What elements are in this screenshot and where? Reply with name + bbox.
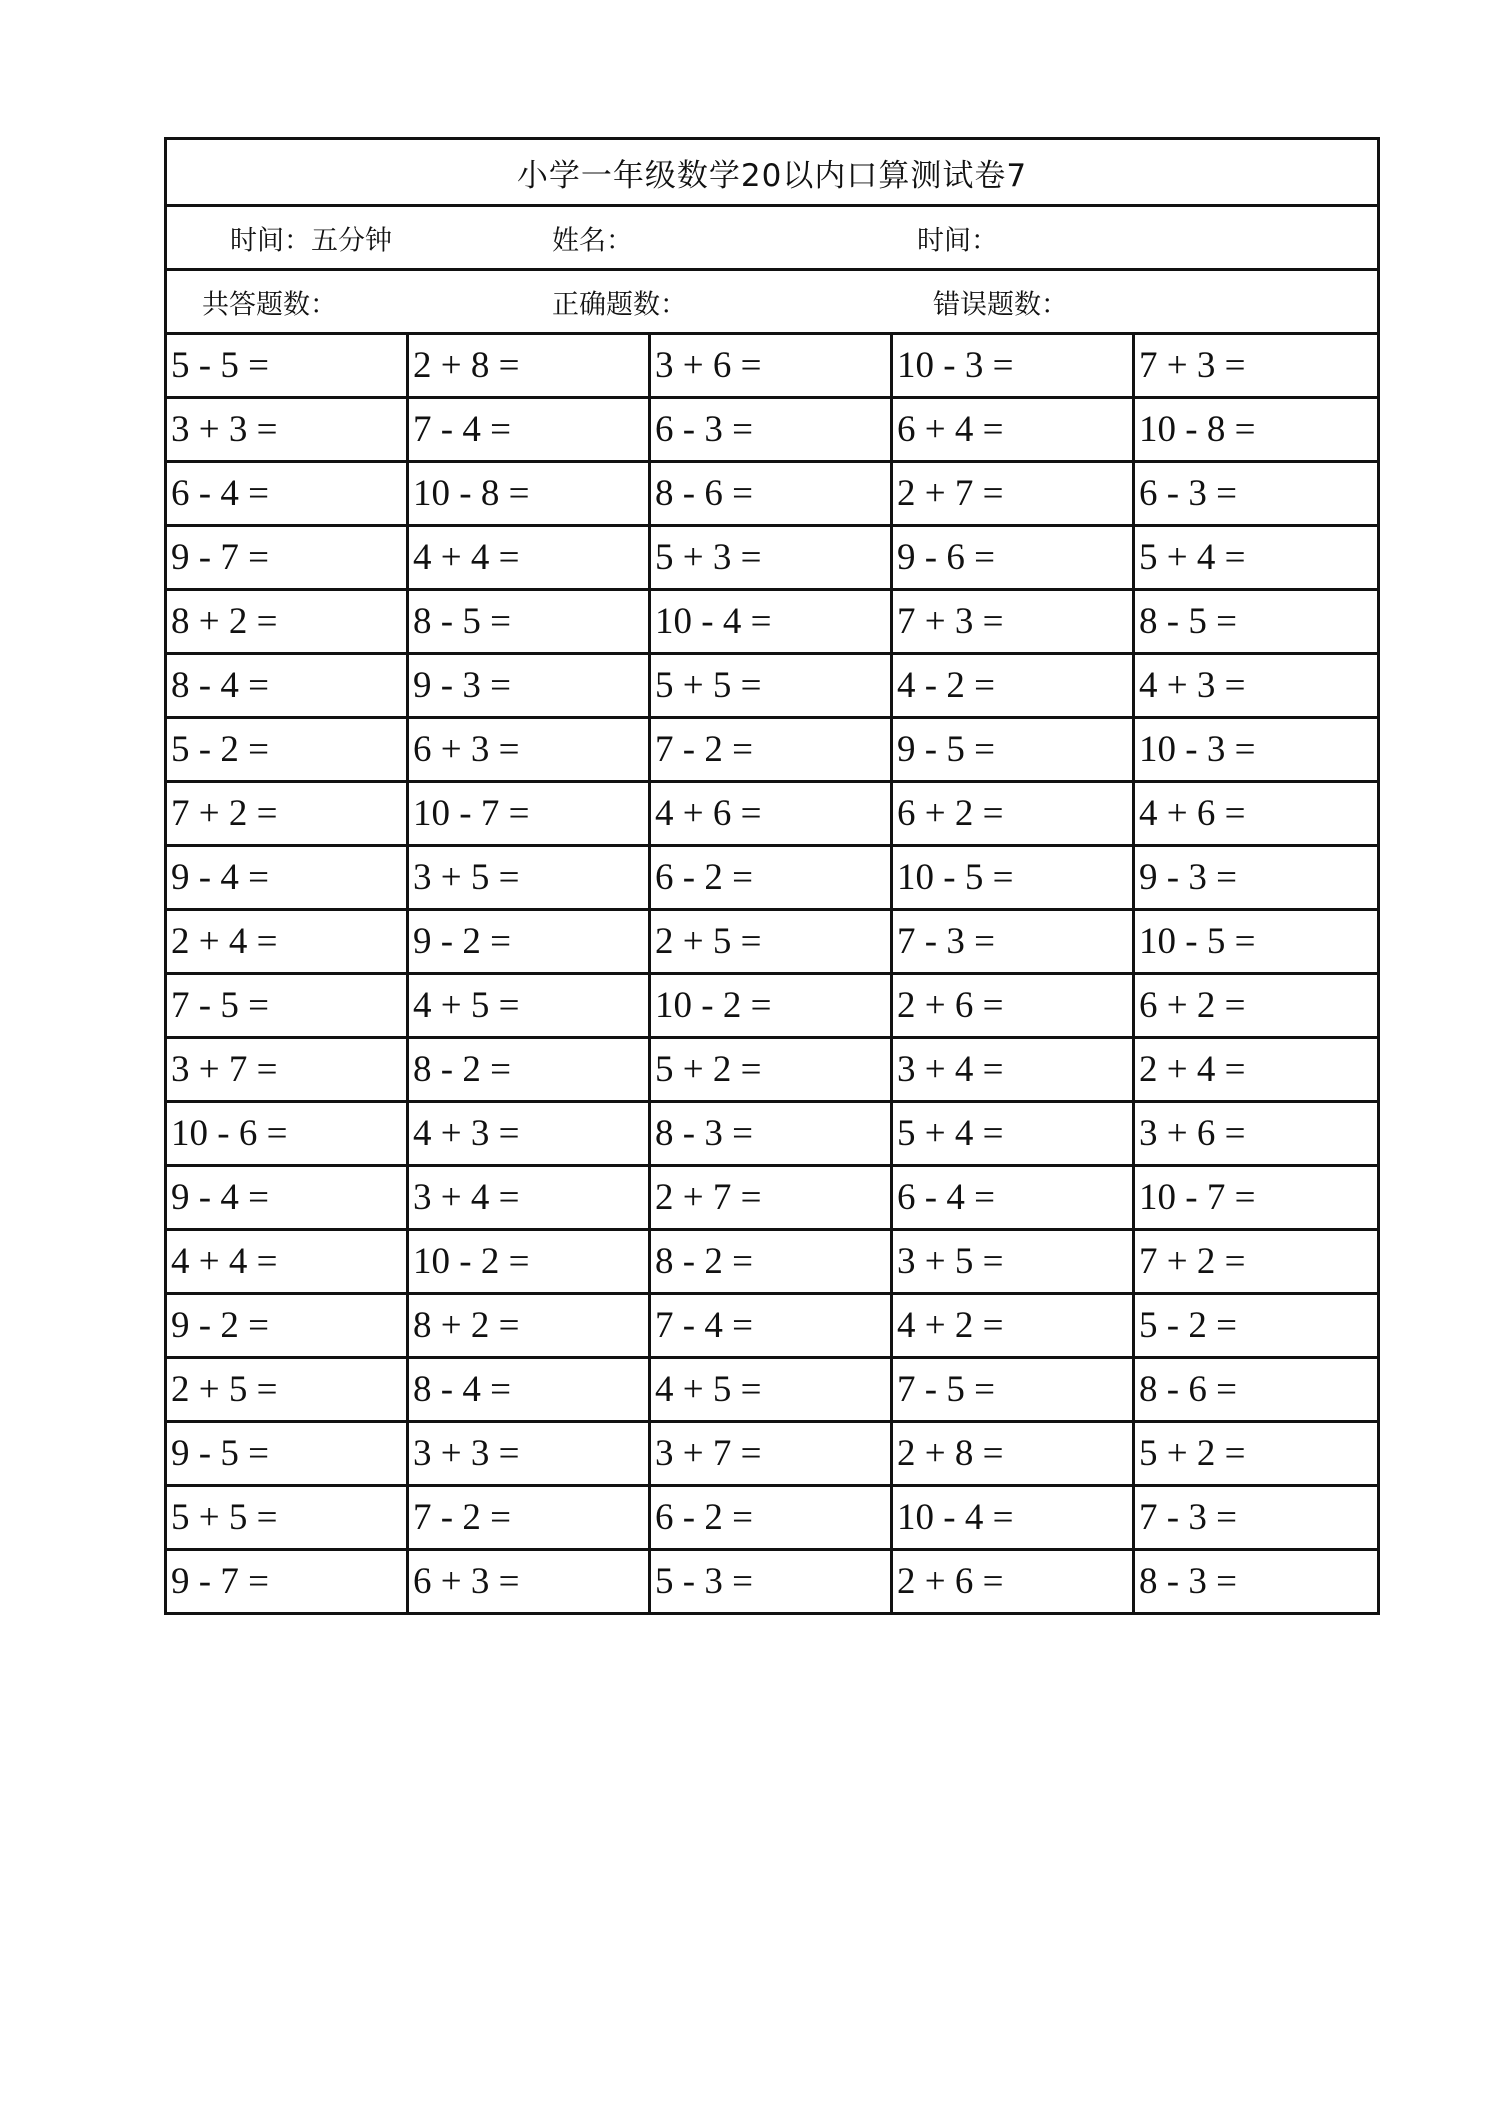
problem-cell: 3 + 4 = xyxy=(409,1167,651,1231)
problem-cell: 10 - 2 = xyxy=(651,975,893,1039)
problem-cell: 10 - 8 = xyxy=(409,463,651,527)
problem-cell: 10 - 5 = xyxy=(893,847,1135,911)
problem-cell: 10 - 6 = xyxy=(167,1103,409,1167)
problem-cell: 2 + 4 = xyxy=(1135,1039,1377,1103)
problem-cell: 3 + 7 = xyxy=(167,1039,409,1103)
problem-cell: 4 + 5 = xyxy=(651,1359,893,1423)
problem-cell: 7 - 4 = xyxy=(409,399,651,463)
info-row-time-name xyxy=(167,207,1377,271)
problem-cell: 3 + 3 = xyxy=(409,1423,651,1487)
problem-cell: 8 + 2 = xyxy=(167,591,409,655)
problem-cell: 6 + 3 = xyxy=(409,719,651,783)
problem-cell: 3 + 6 = xyxy=(651,335,893,399)
problem-cell: 10 - 7 = xyxy=(409,783,651,847)
correct-count-label: 正确题数： xyxy=(552,289,687,320)
problem-cell: 8 - 4 = xyxy=(167,655,409,719)
problem-cell: 7 - 3 = xyxy=(893,911,1135,975)
problem-cell: 9 - 7 = xyxy=(167,527,409,591)
problem-cell: 2 + 6 = xyxy=(893,1551,1135,1612)
problem-cell: 7 + 3 = xyxy=(1135,335,1377,399)
problem-cell: 6 - 4 = xyxy=(167,463,409,527)
problem-cell: 4 + 5 = xyxy=(409,975,651,1039)
problem-cell: 2 + 5 = xyxy=(651,911,893,975)
problem-cell: 3 + 4 = xyxy=(893,1039,1135,1103)
problem-cell: 10 - 3 = xyxy=(1135,719,1377,783)
problem-cell: 6 - 3 = xyxy=(651,399,893,463)
problem-cell: 4 + 6 = xyxy=(1135,783,1377,847)
problem-cell: 5 + 2 = xyxy=(1135,1423,1377,1487)
problem-cell: 5 + 3 = xyxy=(651,527,893,591)
problem-cell: 7 - 5 = xyxy=(167,975,409,1039)
problem-cell: 3 + 6 = xyxy=(1135,1103,1377,1167)
problem-cell: 4 + 2 = xyxy=(893,1295,1135,1359)
problem-cell: 9 - 7 = xyxy=(167,1551,409,1612)
problem-cell: 3 + 3 = xyxy=(167,399,409,463)
problem-cell: 10 - 4 = xyxy=(893,1487,1135,1551)
worksheet-table xyxy=(164,137,1380,1615)
problem-cell: 10 - 5 = xyxy=(1135,911,1377,975)
problem-cell: 9 - 2 = xyxy=(167,1295,409,1359)
worksheet-title: 小学一年级数学20以内口算测试卷7 xyxy=(167,140,1377,207)
problem-cell: 5 + 4 = xyxy=(1135,527,1377,591)
problem-cell: 5 - 2 = xyxy=(1135,1295,1377,1359)
problem-cell: 8 + 2 = xyxy=(409,1295,651,1359)
problem-cell: 7 - 3 = xyxy=(1135,1487,1377,1551)
problem-cell: 4 + 4 = xyxy=(167,1231,409,1295)
problem-cell: 5 - 2 = xyxy=(167,719,409,783)
problem-cell: 3 + 5 = xyxy=(409,847,651,911)
problem-grid xyxy=(167,335,1377,1612)
problem-cell: 5 + 5 = xyxy=(167,1487,409,1551)
problem-cell: 8 - 6 = xyxy=(651,463,893,527)
problem-cell: 8 - 2 = xyxy=(409,1039,651,1103)
problem-cell: 2 + 8 = xyxy=(409,335,651,399)
total-answered-label: 共答题数： xyxy=(202,289,337,320)
time-limit-label: 时间：五分钟 xyxy=(230,225,392,256)
problem-cell: 7 + 3 = xyxy=(893,591,1135,655)
problem-cell: 8 - 3 = xyxy=(1139,1561,1237,1602)
problem-cell: 6 - 4 = xyxy=(893,1167,1135,1231)
problem-cell: 6 - 3 = xyxy=(1135,463,1377,527)
problem-cell: 9 - 5 = xyxy=(167,1423,409,1487)
problem-cell: 10 - 8 = xyxy=(1135,399,1377,463)
problem-cell: 10 - 2 = xyxy=(409,1231,651,1295)
problem-cell: 2 + 5 = xyxy=(167,1359,409,1423)
problem-cell: 9 - 4 = xyxy=(167,847,409,911)
time-field-label: 时间： xyxy=(917,225,998,256)
problem-cell: 9 - 3 = xyxy=(1135,847,1377,911)
problem-cell: 4 + 4 = xyxy=(409,527,651,591)
problem-cell: 8 - 3 = xyxy=(651,1103,893,1167)
problem-cell: 2 + 8 = xyxy=(893,1423,1135,1487)
problem-cell: 9 - 5 = xyxy=(893,719,1135,783)
problem-cell: 4 + 3 = xyxy=(409,1103,651,1167)
problem-cell: 6 - 2 = xyxy=(651,1487,893,1551)
problem-cell: 6 + 2 = xyxy=(893,783,1135,847)
problem-cell: 7 - 4 = xyxy=(651,1295,893,1359)
problem-cell: 9 - 3 = xyxy=(409,655,651,719)
problem-cell: 7 + 2 = xyxy=(1135,1231,1377,1295)
problem-cell: 8 - 6 = xyxy=(1135,1359,1377,1423)
problem-cell: 3 + 5 = xyxy=(893,1231,1135,1295)
name-field-label: 姓名： xyxy=(552,225,633,256)
problem-cell: 2 + 4 = xyxy=(167,911,409,975)
problem-cell: 2 + 7 = xyxy=(893,463,1135,527)
problem-cell: 5 - 3 = xyxy=(651,1551,893,1612)
problem-cell: 4 - 2 = xyxy=(893,655,1135,719)
problem-cell: 8 - 5 = xyxy=(409,591,651,655)
problem-cell: 5 - 5 = xyxy=(167,335,409,399)
problem-cell: 4 + 6 = xyxy=(651,783,893,847)
problem-cell: 8 - 2 = xyxy=(651,1231,893,1295)
problem-cell: 8 - 5 = xyxy=(1135,591,1377,655)
problem-cell: 9 - 6 = xyxy=(893,527,1135,591)
problem-cell: 7 + 2 = xyxy=(167,783,409,847)
problem-cell: 4 + 3 = xyxy=(1135,655,1377,719)
problem-cell: 5 + 4 = xyxy=(893,1103,1135,1167)
problem-cell: 6 + 3 = xyxy=(409,1551,651,1612)
problem-cell: 8 - 4 = xyxy=(409,1359,651,1423)
problem-cell: 5 + 5 = xyxy=(651,655,893,719)
problem-cell: 10 - 3 = xyxy=(893,335,1135,399)
problem-cell: 7 - 2 = xyxy=(409,1487,651,1551)
problem-cell: 3 + 7 = xyxy=(651,1423,893,1487)
problem-cell: 2 + 7 = xyxy=(651,1167,893,1231)
problem-cell: 6 - 2 = xyxy=(651,847,893,911)
problem-cell: 9 - 2 = xyxy=(409,911,651,975)
problem-cell: 7 - 5 = xyxy=(893,1359,1135,1423)
problem-cell: 6 + 4 = xyxy=(893,399,1135,463)
info-row-scores xyxy=(167,271,1377,335)
problem-cell: 10 - 7 = xyxy=(1135,1167,1377,1231)
problem-cell: 2 + 6 = xyxy=(893,975,1135,1039)
wrong-count-label: 错误题数： xyxy=(933,289,1068,320)
problem-cell: 5 + 2 = xyxy=(651,1039,893,1103)
problem-cell: 7 - 2 = xyxy=(651,719,893,783)
problem-cell: 9 - 4 = xyxy=(167,1167,409,1231)
problem-cell: 6 + 2 = xyxy=(1135,975,1377,1039)
problem-cell: 10 - 4 = xyxy=(651,591,893,655)
